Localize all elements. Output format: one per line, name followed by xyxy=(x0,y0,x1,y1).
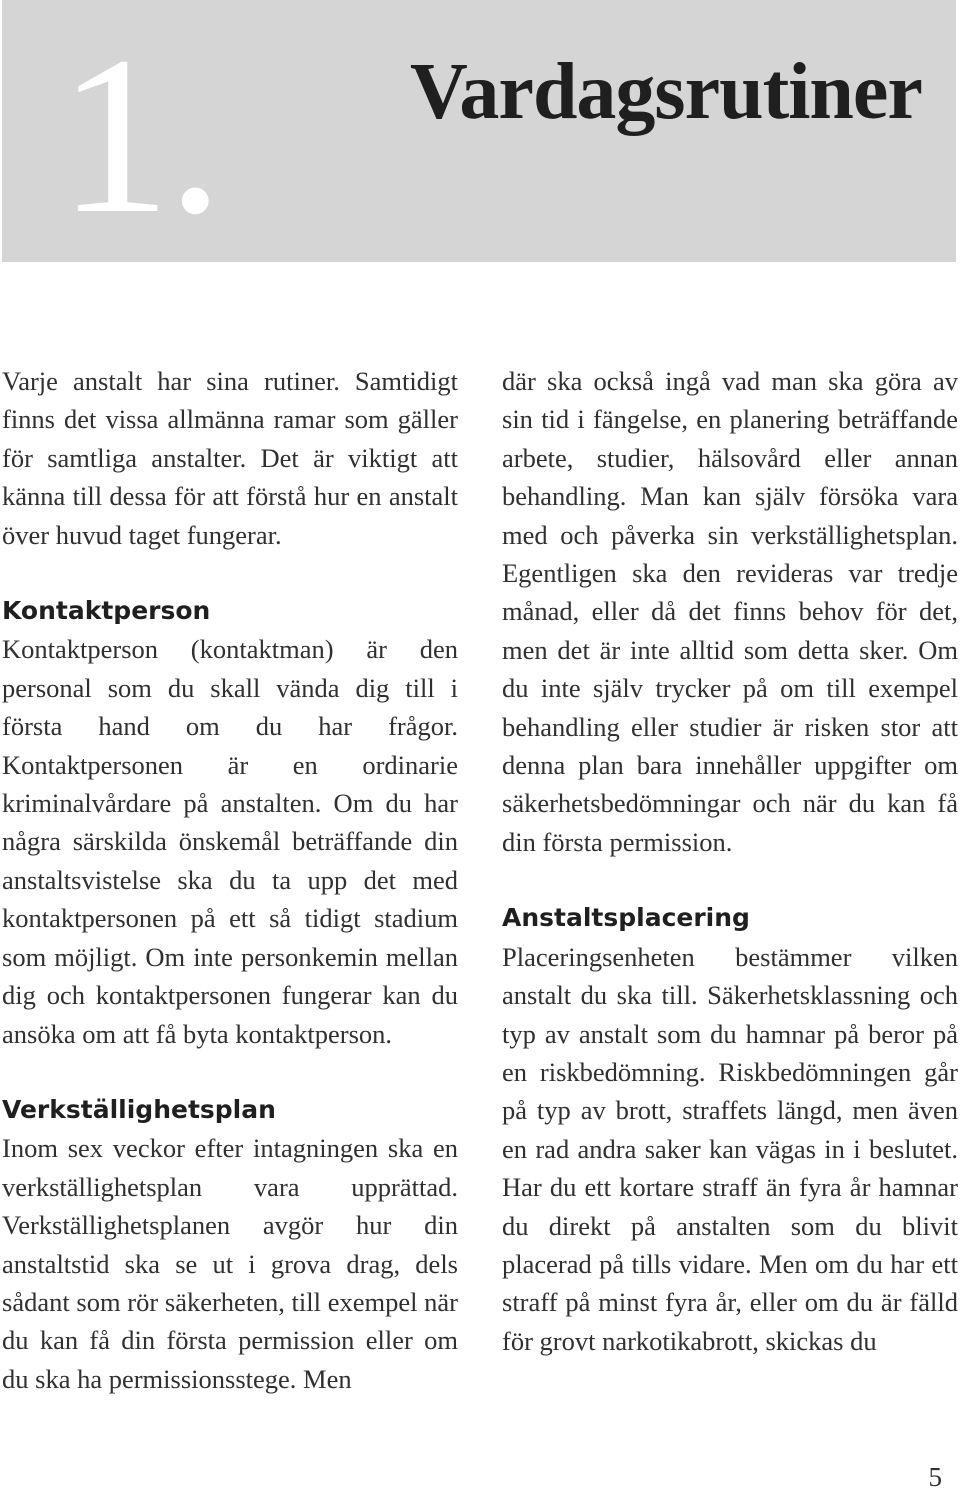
chapter-title: Vardagsrutiner xyxy=(410,48,922,136)
section-heading-kontaktperson: Kontaktperson xyxy=(2,596,211,626)
intro-paragraph: Varje anstalt har sina rutiner. Samtidigt finns det vissa allmänna ramar som gäller för samtliga anstalter. Det är viktigt att känna till dessa för att förstå hur en anstalt över huvud taget fungerar. xyxy=(2,366,458,550)
chapter-number: 1. xyxy=(58,10,220,260)
right-column xyxy=(502,362,958,1360)
chapter-header-band xyxy=(2,0,956,262)
section-body-verkstallighetsplan: Inom sex veckor efter intagningen ska en verkställighetsplan vara upprättad. Verkställighetsplanen avgör hur din anstaltstid ska se ut i grova drag, dels sådant som rör säkerheten, till exempel när du kan få din första permission eller om du ska ha permissionsstege. Men xyxy=(2,1133,458,1394)
section-body-anstaltsplacering: Placeringsenheten bestämmer vilken anstalt du ska till. Säkerhetsklassning och typ av anstalt som du hamnar på beror på en riskbedömning. Riskbedömningen går på typ av brott, straffets längd, men även en rad andra saker kan vägas in i beslutet. Har du ett kortare straff än fyra år hamnar du direkt på anstalten som du blivit placerad på tills vidare. Men om du har ett straff på minst fyra år, eller om du är fälld för grovt narkotikabrott, skickas du xyxy=(502,941,958,1356)
section-body-verkstallighetsplan-continued: där ska också ingå vad man ska göra av sin tid i fängelse, en planering beträffande arbete, studier, hälsovård eller annan behandling. Man kan själv försöka vara med och påverka sin verkställighetsplan. Egentligen ska den revideras var tredje månad, eller då det finns behov för det, men det är inte alltid som detta sker. Om du inte själv trycker på om till exempel behandling eller studier är risken stor att denna plan bara innehåller uppgifter om säkerhetsbedömningar och när du kan få din första permission. xyxy=(502,366,958,857)
section-heading-anstaltsplacering: Anstaltsplacering xyxy=(502,903,750,933)
left-column xyxy=(2,362,458,1398)
section-body-kontaktperson: Kontaktperson (kontaktman) är den personal som du skall vända dig till i första hand om du har frågor. Kontaktpersonen är en ordinarie kriminalvårdare på anstalten. Om du har några särskilda önskemål beträffande din anstaltsvistelse ska du ta upp det med kontaktpersonen på ett så tidigt stadium som möjligt. Om inte personkemin mellan dig och kontaktpersonen fungerar kan du ansöka om att få byta kontaktperson. xyxy=(2,634,458,1049)
page-number: 5 xyxy=(928,1462,942,1492)
section-heading-verkstallighetsplan: Verkställighetsplan xyxy=(2,1094,276,1124)
